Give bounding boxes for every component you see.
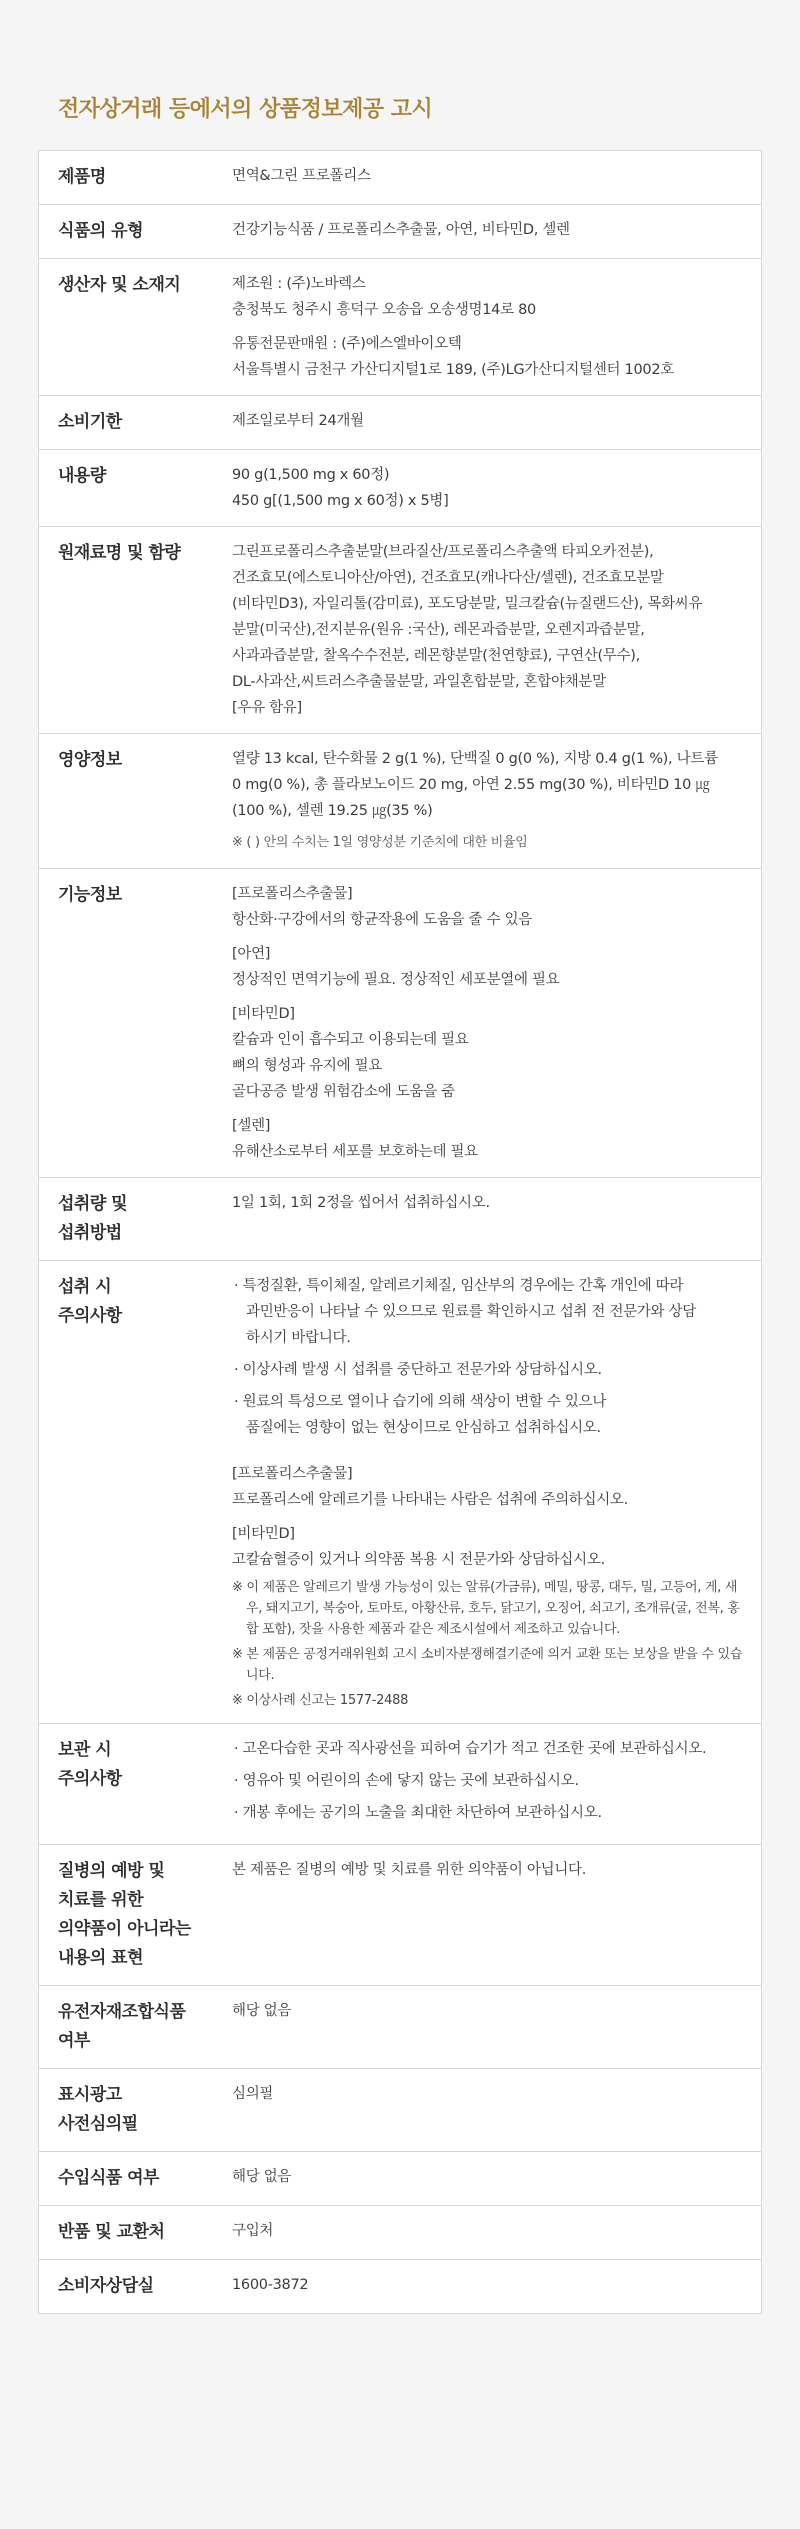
row-label: 제품명 [39, 151, 217, 205]
capacity-single: 90 g(1,500 mg x 60정) [232, 467, 390, 483]
function-line: 정상적인 면역기능에 필요. 정상적인 세포분열에 필요 [232, 972, 560, 988]
row-label: 원재료명 및 함량 [39, 527, 217, 734]
function-line: 칼슘과 인이 흡수되고 이용되는데 필요 [232, 1032, 469, 1048]
table-row-capacity [39, 450, 762, 527]
row-label: 소비자상담실 [39, 2260, 217, 2314]
nutrition-line: 열량 13 kcal, 탄수화물 2 g(1 %), 단백질 0 g(0 %), 지방 0.4 g(1 %), 나트륨 [232, 751, 718, 767]
row-label-line: 주의사항 [58, 1306, 122, 1326]
row-label [39, 2069, 217, 2152]
row-value: 본 제품은 질병의 예방 및 치료를 위한 의약품이 아닙니다. [216, 1845, 762, 1986]
ingredient-line: 사과과즙분말, 찰옥수수전분, 레몬향분말(천연향료), 구연산(무수), [232, 648, 640, 664]
function-line: 항산화·구강에서의 항균작용에 도움을 줄 수 있음 [232, 912, 532, 928]
table-row-nutrition [39, 734, 762, 869]
row-value: 구입처 [216, 2206, 762, 2260]
ingredient-line: 그린프로폴리스추출분말(브라질산/프로폴리스추출액 타피오카전분), [232, 544, 654, 560]
function-line: 유해산소로부터 세포를 보호하는데 필요 [232, 1144, 478, 1160]
row-label-line: 표시광고 [58, 2085, 122, 2105]
ingredient-line: 분말(미국산),전지분유(원유 :국산), 레몬과즙분말, 오렌지과즙분말, [232, 622, 645, 638]
row-value [216, 734, 762, 869]
row-label-line: 의약품이 아니라는 [58, 1919, 191, 1939]
table-row-ingredients [39, 527, 762, 734]
row-label: 소비기한 [39, 396, 217, 450]
row-value [216, 1724, 762, 1845]
row-value: 1600-3872 [216, 2260, 762, 2314]
maker-address: 충청북도 청주시 흥덕구 오송읍 오송생명14로 80 [232, 302, 536, 318]
caution-head: [비타민D] [232, 1526, 295, 1542]
caution-bullet: · 이상사례 발생 시 섭취를 중단하고 전문가와 상담하십시오. [234, 1362, 602, 1378]
row-value [216, 450, 762, 527]
function-head: [프로폴리스추출물] [232, 886, 353, 902]
row-value: 해당 없음 [216, 1986, 762, 2069]
row-value: 건강기능식품 / 프로폴리스추출물, 아연, 비타민D, 셀렌 [216, 205, 762, 259]
row-label-line: 치료를 위한 [58, 1890, 144, 1910]
storage-bullet: · 영유아 및 어린이의 손에 닿지 않는 곳에 보관하십시오. [234, 1773, 579, 1789]
row-label: 기능정보 [39, 869, 217, 1178]
function-head: [셀렌] [232, 1118, 271, 1134]
row-label: 식품의 유형 [39, 205, 217, 259]
compensation-note: ※ 본 제품은 공정거래위원회 고시 소비자분쟁해결기준에 의거 교환 또는 보상을 받을 수 있습니다. [232, 1647, 743, 1683]
row-value: 1일 1회, 1회 2정을 씹어서 섭취하십시오. [216, 1178, 762, 1261]
ingredient-line: DL-사과산,씨트러스추출물분말, 과일혼합분말, 혼합야채분말 [232, 674, 606, 690]
row-label [39, 1845, 217, 1986]
report-note: ※ 이상사례 신고는 1577-2488 [232, 1693, 409, 1708]
row-value [216, 1261, 762, 1724]
nutrition-line: 0 mg(0 %), 총 플라보노이드 20 mg, 아연 2.55 mg(30 %), 비타민D 10 ㎍ [232, 777, 710, 793]
table-row-expiry [39, 396, 762, 450]
row-label-line: 사전심의필 [58, 2114, 138, 2134]
ingredient-line: (비타민D3), 자일리톨(감미료), 포도당분말, 밀크칼슘(뉴질랜드산), 목화씨유 [232, 596, 703, 612]
row-value: 심의필 [216, 2069, 762, 2152]
ingredient-line: [우유 함유] [232, 700, 302, 716]
maker-name: 제조원 : (주)노바렉스 [232, 276, 366, 292]
product-info-table [38, 150, 762, 2314]
row-label [39, 1986, 217, 2069]
row-label: 생산자 및 소재지 [39, 259, 217, 396]
caution-head: [프로폴리스추출물] [232, 1466, 353, 1482]
storage-bullet: · 고온다습한 곳과 직사광선을 피하여 습기가 적고 건조한 곳에 보관하십시오. [234, 1741, 707, 1757]
nutrition-note: ※ ( ) 안의 수치는 1일 영양성분 기준치에 대한 비율임 [232, 835, 528, 850]
caution-bullet: · 특정질환, 특이체질, 알레르기체질, 임산부의 경우에는 간혹 개인에 따라 과민반응이 나타날 수 있으므로 원료를 확인하시고 섭취 전 전문가와 상담 하시기 바랍니다. [234, 1278, 696, 1346]
row-label-line: 주의사항 [58, 1769, 122, 1789]
row-label [39, 1261, 217, 1724]
row-value [216, 259, 762, 396]
row-label: 반품 및 교환처 [39, 2206, 217, 2260]
row-label-line: 여부 [58, 2031, 90, 2051]
storage-bullet: · 개봉 후에는 공기의 노출을 최대한 차단하여 보관하십시오. [234, 1805, 602, 1821]
caution-line: 프로폴리스에 알레르기를 나타내는 사람은 섭취에 주의하십시오. [232, 1492, 628, 1508]
table-row-intake-caution [39, 1261, 762, 1724]
row-label: 내용량 [39, 450, 217, 527]
row-value: 해당 없음 [216, 2152, 762, 2206]
row-label-line: 섭취방법 [58, 1223, 122, 1243]
table-row-gmo [39, 1986, 762, 2069]
row-label: 수입식품 여부 [39, 2152, 217, 2206]
row-label-line: 질병의 예방 및 [58, 1861, 165, 1881]
row-value: 면역&그린 프로폴리스 [216, 151, 762, 205]
function-head: [비타민D] [232, 1006, 295, 1022]
row-label [39, 1178, 217, 1261]
table-row-manufacturer [39, 259, 762, 396]
table-row-consult [39, 2260, 762, 2314]
row-label: 영양정보 [39, 734, 217, 869]
caution-line: 고칼슘혈증이 있거나 의약품 복용 시 전문가와 상담하십시오. [232, 1552, 605, 1568]
function-line: 골다공증 발생 위험감소에 도움을 줌 [232, 1084, 455, 1100]
row-value [216, 527, 762, 734]
function-line: 뼈의 형성과 유지에 필요 [232, 1058, 382, 1074]
table-row-storage [39, 1724, 762, 1845]
ingredient-line: 건조효모(에스토니아산/아연), 건조효모(캐나다산/셀렌), 건조효모분말 [232, 570, 664, 586]
capacity-set: 450 g[(1,500 mg x 60정) x 5병] [232, 493, 449, 509]
table-row-food-type [39, 205, 762, 259]
row-label-line: 섭취량 및 [58, 1194, 128, 1214]
allergy-note: ※ 이 제품은 알레르기 발생 가능성이 있는 알류(가금류), 메밀, 땅콩, 대두, 밀, 고등어, 게, 새우, 돼지고기, 복숭아, 토마토, 아황산류, 호두, 닭고기, 오징어, 쇠고기, 조개류(굴, 전복, 홍합 포함), 잣을 사용한 제품과 같은 제조시설에서 제조하고 있습니다. [232, 1580, 740, 1637]
table-row-returns [39, 2206, 762, 2260]
row-value: 제조일로부터 24개월 [216, 396, 762, 450]
table-row-function [39, 869, 762, 1178]
page-title: 전자상거래 등에서의 상품정보제공 고시 [58, 97, 433, 122]
nutrition-line: (100 %), 셀렌 19.25 ㎍(35 %) [232, 803, 433, 819]
function-head: [아연] [232, 946, 271, 962]
row-label-line: 보관 시 [58, 1740, 112, 1760]
table-row-not-medicine [39, 1845, 762, 1986]
caution-bullet: · 원료의 특성으로 열이나 습기에 의해 색상이 변할 수 있으나 품질에는 영향이 없는 현상이므로 안심하고 섭취하십시오. [234, 1394, 607, 1436]
seller-name: 유통전문판매원 : (주)에스엘바이오텍 [232, 336, 462, 352]
table-row-ad-review [39, 2069, 762, 2152]
table-row-product-name [39, 151, 762, 205]
row-value [216, 869, 762, 1178]
seller-address: 서울특별시 금천구 가산디지털1로 189, (주)LG가산디지털센터 1002호 [232, 362, 674, 378]
table-row-import [39, 2152, 762, 2206]
row-label-line: 섭취 시 [58, 1277, 112, 1297]
row-label [39, 1724, 217, 1845]
table-row-intake [39, 1178, 762, 1261]
row-label-line: 내용의 표현 [58, 1948, 144, 1968]
row-label-line: 유전자재조합식품 [58, 2002, 186, 2022]
